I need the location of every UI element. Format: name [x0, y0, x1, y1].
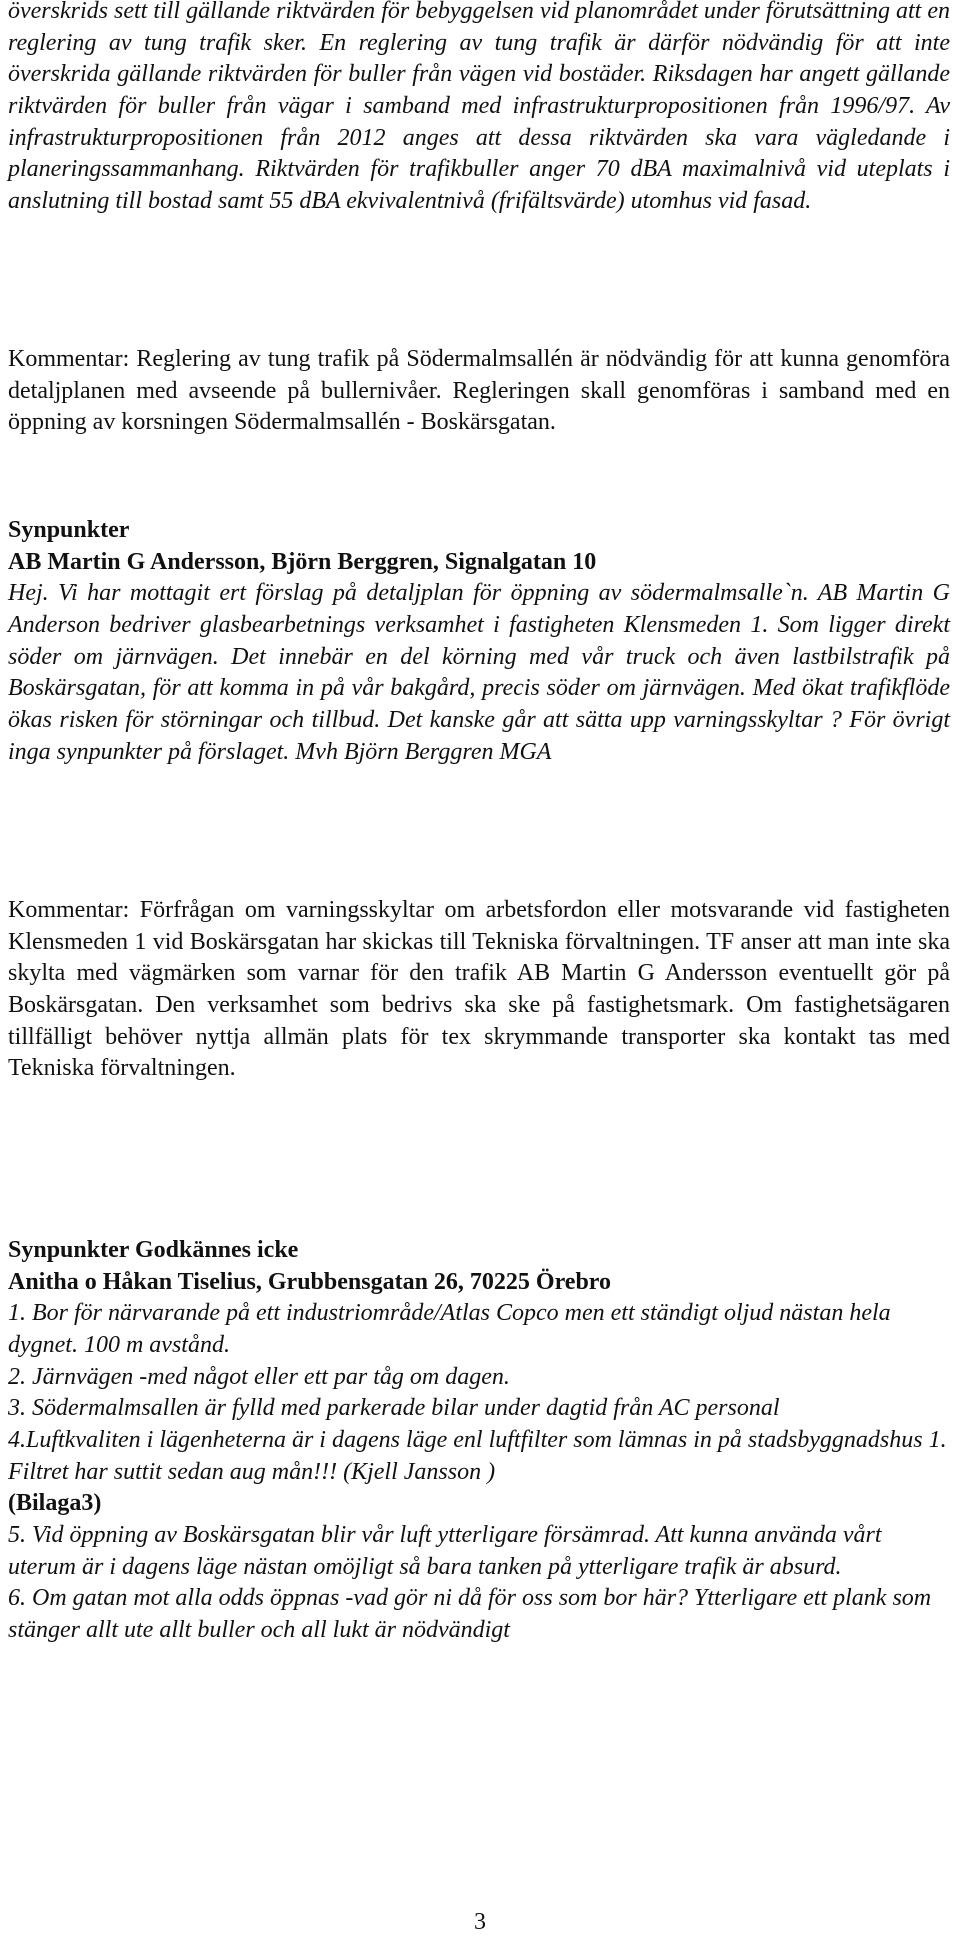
objection-list [8, 1298, 950, 1646]
section-heading: Synpunkter [8, 517, 130, 543]
list-item: 1. Bor för närvarande på ett industriområde/Atlas Copco men ett ständigt oljud nästan hela dygnet. 100 m avstånd. [8, 1300, 891, 1359]
section-subheading: Anitha o Håkan Tiselius, Grubbensgatan 26, 70225 Örebro [8, 1268, 612, 1295]
list-item: 3. Södermalmsallen är fylld med parkerade bilar under dagtid från AC personal [8, 1395, 780, 1422]
list-item-text: 4.Luftkvaliten i lägenheterna är i dagens läge enl luftfilter som lämnas in på stadsbyggnadshus 1. Filtret har suttit sedan aug mån!!! (Kjell Jansson ) [8, 1427, 947, 1485]
intro-paragraph: överskrids sett till gällande riktvärden för bebyggelsen vid planområdet under förutsättning att en reglering av tung trafik sker. En reglering av tung trafik är därför nödvändig för att inte överskrida gällande riktvärden för buller från vägen vid bostäder. Riksdagen har angett gällande riktvärden för buller från vägar i samband med infrastrukturpropositionen från 1996/97. Av infrastrukturpropositionen från 2012 anges att dessa riktvärden ska vara vägledande i planeringssammanhang. Riktvärden för trafikbuller anger 70 dBA maximalnivå vid uteplats i anslutning till bostad samt 55 dBA ekvivalentnivå (frifältsvärde) utomhus vid fasad. [8, 0, 950, 215]
section-synpunkter-2 [8, 1235, 950, 1647]
list-item: 5. Vid öppning av Boskärsgatan blir vår luft ytterligare försämrad. Att kunna använda vårt uterum är i dagens läge nästan omöjligt så bara tanken på ytterligare trafik är absurd. [8, 1522, 882, 1580]
section-subheading: AB Martin G Andersson, Björn Berggren, Signalgatan 10 [8, 548, 597, 575]
section-heading: Synpunkter Godkännes icke [8, 1237, 299, 1263]
section-body: Hej. Vi har mottagit ert förslag på detaljplan för öppning av södermalmsalle`n. AB Martin G Anderson bedriver glasbearbetnings verksamhet i fastigheten Klensmeden 1. Som ligger direkt söder om järnvägen. Det innebär en del körning med vår truck och även lastbilstrafik på Boskärsgatan, för att komma in på vår bakgård, precis söder om järnvägen. Med ökat trafikflöde ökas risken för störningar och tillbud. Det kanske går att sätta upp varningsskyltar ? För övrigt inga synpunkter på förslaget. Mvh Björn Berggren MGA [8, 580, 950, 765]
section-synpunkter-1 [8, 515, 950, 768]
list-item: 6. Om gatan mot alla odds öppnas -vad gör ni då för oss som bor här? Ytterligare ett plank som stänger allt ute allt buller och all lukt är nödvändigt [8, 1585, 932, 1644]
comment-paragraph-2: Kommentar: Förfrågan om varningsskyltar om arbetsfordon eller motsvarande vid fastigheten Klensmeden 1 vid Boskärsgatan har skickas till Tekniska förvaltningen. TF anser att man inte ska skylta med vägmärken som varnar för den trafik AB Martin G Andersson eventuellt gör på Boskärsgatan. Den verksamhet som bedrivs ska ske på fastighetsmark. Om fastighetsägaren tillfälligt behöver nyttja allmän plats för tex skrymmande transporter ska kontakt tas med Tekniska förvaltningen. [8, 897, 950, 1082]
page-number: 3 [474, 1909, 486, 1935]
list-item [8, 1425, 950, 1520]
attachment-reference: (Bilaga3) [8, 1490, 102, 1517]
comment-paragraph-1: Kommentar: Reglering av tung trafik på Södermalmsallén är nödvändig för att kunna genomföra detaljplanen med avseende på bullernivåer. Regleringen skall genomföras i samband med en öppning av korsningen Södermalmsallén - Boskärsgatan. [8, 346, 950, 436]
list-item: 2. Järnvägen -med något eller ett par tåg om dagen. [8, 1363, 510, 1390]
